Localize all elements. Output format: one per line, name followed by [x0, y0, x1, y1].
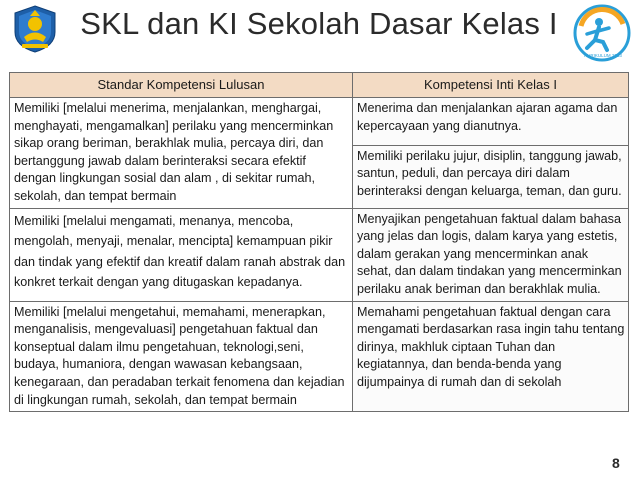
ki-cell-2: Memiliki perilaku jujur, disiplin, tanggung jawab, santun, peduli, dan percaya diri dalam berinteraksi dengan keluarga, teman, dan guru.	[353, 145, 629, 208]
skl-cell-3: Memiliki [melalui mengetahui, memahami, menerapkan, menganalisis, mengevaluasi] pengetahuan faktual dan konseptual dalam ilmu pengetahuan, teknologi,seni, budaya, humaniora, dengan wawasan kebangsaan, kenegaraan, dan peradaban terkait fenomena dan kejadian di lingkungan rumah, sekolah, dan tempat bermain	[10, 301, 353, 412]
page-number: 8	[612, 455, 620, 471]
kurikulum-2013-logo-icon	[573, 4, 631, 62]
ki-cell-3: Menyajikan pengetahuan faktual dalam bahasa yang jelas dan logis, dalam karya yang estetis, dalam gerakan yang mencerminkan anak sehat, dan dalam tindakan yang mencerminkan perilaku anak beriman dan berakhlak mulia.	[353, 208, 629, 301]
skl-cell-1: Memiliki [melalui menerima, menjalankan, menghargai, menghayati, mengamalkan] perilaku yang mencerminkan sikap orang beriman, berakhlak mulia, percaya diri, dan bertanggung jawab dalam berinteraksi secara efektif dengan lingkungan sosial dan alam , di sekitar rumah, sekolah, dan tempat bermain	[10, 98, 353, 209]
page-title: SKL dan KI Sekolah Dasar Kelas I	[80, 6, 558, 41]
ki-cell-4: Memahami pengetahuan faktual dengan cara mengamati berdasarkan rasa ingin tahu tentang dirinya, makhluk ciptaan Tuhan dan kegiatannya, dan benda-benda yang dijumpainya di rumah dan di sekolah	[353, 301, 629, 412]
column-header-skl: Standar Kompetensi Lulusan	[10, 73, 353, 98]
table-row	[10, 301, 629, 412]
table-row	[10, 208, 629, 301]
logo-caption: KURIKULUM 2013	[584, 53, 622, 58]
column-header-ki: Kompetensi Inti Kelas I	[353, 73, 629, 98]
skl-ki-table	[9, 72, 629, 412]
ki-cell-1: Menerima dan menjalankan ajaran agama dan kepercayaan yang dianutnya.	[353, 98, 629, 146]
table-row	[10, 98, 629, 146]
skl-cell-2: Memiliki [melalui mengamati, menanya, mencoba, mengolah, menyaji, menalar, mencipta] kemampuan pikir dan tindak yang efektif dan kreatif dalam ranah abstrak dan konkret terkait dengan yang ditugaskan kepadanya.	[10, 208, 353, 301]
table-header-row	[10, 73, 629, 98]
